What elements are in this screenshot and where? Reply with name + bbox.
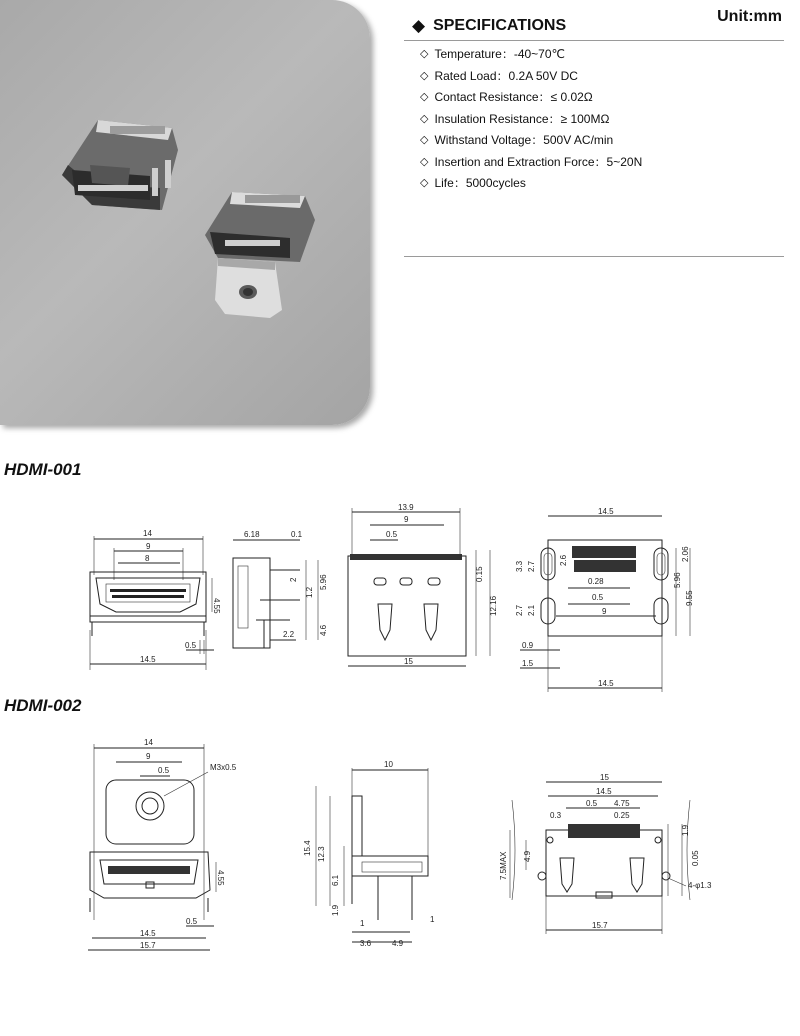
dim-text: 7.5MAX xyxy=(499,851,508,880)
dim-text: 4.55 xyxy=(212,598,221,614)
spec-item: ◇ Temperature：-40~70℃ xyxy=(420,44,642,66)
hdmi-001-front-view xyxy=(90,529,221,670)
dim-text: 0.3 xyxy=(550,811,562,820)
spec-top-rule xyxy=(404,40,784,41)
dim-text: 0.9 xyxy=(522,641,534,650)
dim-text: 4.55 xyxy=(216,870,225,886)
dim-text: 15.7 xyxy=(592,921,608,930)
dim-text: 2.2 xyxy=(283,630,295,639)
dim-text: 4-φ1.3 xyxy=(688,881,712,890)
dim-text: 12.16 xyxy=(489,595,498,616)
spec-item: ◇ Rated Load：0.2A 50V DC xyxy=(420,66,642,88)
dim-text: 1.2 xyxy=(305,586,314,598)
spec-item: ◇ Life：5000cycles xyxy=(420,173,642,195)
spec-item: ◇ Contact Resistance：≤ 0.02Ω xyxy=(420,87,642,109)
dim-text: 0.28 xyxy=(588,577,604,586)
dim-text: 9 xyxy=(146,752,151,761)
dim-text: 3.6 xyxy=(360,939,372,948)
dim-text: 2.7 xyxy=(527,560,536,572)
dim-text: 14.5 xyxy=(596,787,612,796)
dim-text: 0.5 xyxy=(158,766,170,775)
model-title-hdmi-001: HDMI-001 xyxy=(4,460,82,479)
dim-text: 0.5 xyxy=(586,799,598,808)
open-diamond-icon: ◇ xyxy=(420,112,429,125)
dim-text: 0.15 xyxy=(475,566,484,582)
dim-text: 9 xyxy=(146,542,151,551)
hdmi-002-front-view xyxy=(88,738,237,950)
connector-photo-1 xyxy=(62,120,178,210)
spec-item: ◇ Withstand Voltage：500V AC/min xyxy=(420,130,642,152)
dim-text: 14.5 xyxy=(140,929,156,938)
dim-text: 0.5 xyxy=(386,530,398,539)
dim-text: 2 xyxy=(289,577,298,582)
hdmi-002-drawings xyxy=(0,730,800,970)
dim-text: 4.6 xyxy=(319,624,328,636)
dim-text: 12.3 xyxy=(317,846,326,862)
dim-text: 3.3 xyxy=(515,560,524,572)
dim-text: 0.1 xyxy=(291,530,303,539)
product-photo-panel xyxy=(0,0,370,425)
hdmi-002-side-view xyxy=(303,760,435,948)
open-diamond-icon: ◇ xyxy=(420,155,429,168)
dim-text: 14.5 xyxy=(598,507,614,516)
specifications-title: SPECIFICATIONS xyxy=(433,17,567,34)
connector-photo-2 xyxy=(205,192,315,318)
dim-text: 10 xyxy=(384,760,393,769)
open-diamond-icon: ◇ xyxy=(420,91,429,103)
dim-text: 9.55 xyxy=(685,590,694,606)
connector-photo xyxy=(0,0,370,425)
hdmi-001-drawings xyxy=(0,500,800,700)
dim-text: 1.9 xyxy=(681,824,690,836)
dim-text: 9 xyxy=(404,515,409,524)
dim-text: 14 xyxy=(143,529,152,538)
spec-item: ◇ Insulation Resistance：≥ 100MΩ xyxy=(420,109,642,131)
hdmi-002-pcb-layout xyxy=(499,773,712,934)
dim-text: 14.5 xyxy=(598,679,614,688)
dim-text: 1 xyxy=(430,915,435,924)
dim-text: 0.5 xyxy=(186,917,198,926)
dim-text: 9 xyxy=(602,607,607,616)
dim-text: 1.9 xyxy=(331,904,340,916)
open-diamond-icon: ◇ xyxy=(420,48,429,60)
spec-item: ◇ Insertion and Extraction Force：5~20N xyxy=(420,152,642,174)
dim-text: 14.5 xyxy=(140,655,156,664)
spec-bottom-rule xyxy=(404,256,784,257)
dim-text: 14 xyxy=(144,738,153,747)
dim-text: 6.18 xyxy=(244,530,260,539)
hdmi-001-side-view xyxy=(233,530,328,648)
dim-text: 5.96 xyxy=(673,572,682,588)
open-diamond-icon: ◇ xyxy=(420,69,429,82)
dim-text: M3x0.5 xyxy=(210,763,237,772)
hdmi-001-top-view xyxy=(348,503,498,666)
unit-label: Unit:mm xyxy=(717,8,782,25)
model-title-hdmi-002: HDMI-002 xyxy=(4,696,82,715)
dim-text: 5.96 xyxy=(319,574,328,590)
dim-text: 1.5 xyxy=(522,659,534,668)
dim-text: 0.5 xyxy=(592,593,604,602)
dim-text: 8 xyxy=(145,554,150,563)
specifications-heading xyxy=(412,16,566,36)
spec-list xyxy=(420,44,642,195)
dim-text: 15 xyxy=(600,773,609,782)
diamond-bullet-icon: ◆ xyxy=(412,16,426,35)
open-diamond-icon: ◇ xyxy=(420,134,429,146)
dim-text: 4.9 xyxy=(523,850,532,862)
hdmi-001-pcb-layout xyxy=(515,507,694,692)
dim-text: 15.7 xyxy=(140,941,156,950)
dim-text: 15.4 xyxy=(303,840,312,856)
dim-text: 1 xyxy=(360,919,365,928)
dim-text: 0.5 xyxy=(185,641,197,650)
dim-text: 15 xyxy=(404,657,413,666)
dim-text: 2.7 xyxy=(515,604,524,616)
dim-text: 2.06 xyxy=(681,546,690,562)
dim-text: 13.9 xyxy=(398,503,414,512)
dim-text: 4.75 xyxy=(614,799,630,808)
dim-text: 6.1 xyxy=(331,874,340,886)
dim-text: 0.05 xyxy=(691,850,700,866)
dim-text: 0.25 xyxy=(614,811,630,820)
open-diamond-icon: ◇ xyxy=(420,177,429,189)
dim-text: 4.9 xyxy=(392,939,404,948)
dim-text: 2.1 xyxy=(527,604,536,616)
dim-text: 2.6 xyxy=(559,554,568,566)
